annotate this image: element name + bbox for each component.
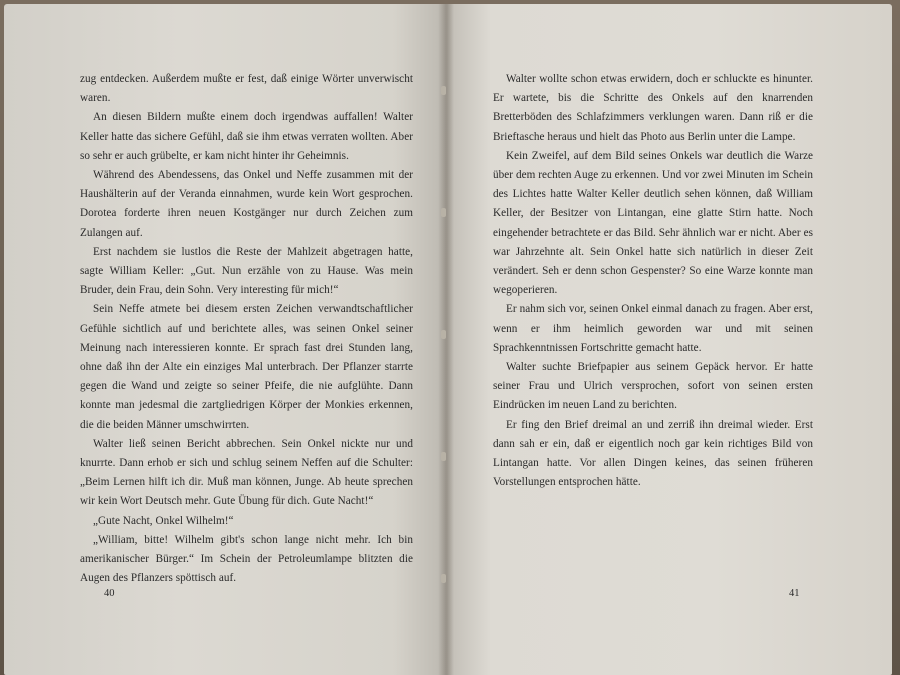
left-page xyxy=(4,4,446,675)
binding-stitch xyxy=(441,330,446,339)
page-number-right: 41 xyxy=(789,588,800,599)
page-number-left: 40 xyxy=(104,588,115,599)
paragraph: zug entdecken. Außerdem mußte er fest, daß einige Wörter unverwischt waren. xyxy=(80,73,413,105)
paragraph: Er nahm sich vor, seinen Onkel einmal danach zu fragen. Aber erst, wenn er ihm heimlich geworden war und mit seinen Sprachkenntnissen Fortschritte gemacht hatte. xyxy=(493,303,813,354)
paragraph: „Gute Nacht, Onkel Wilhelm!“ xyxy=(93,514,234,527)
paragraph: Sein Neffe atmete bei diesem ersten Zeichen verwandtschaftlicher Gefühle sichtlich auf und berichtete alles, was seinen Onkel seiner Meinung nach interessieren konnte. Er sprach fast drei Stunden lang, ohne daß ihn der Alte ein einziges Mal unterbrach. Der Pflanzer starrte gegen die Wand und zeigte so seiner Pfeife, die nie aufglühte. Dann konnte man jedesmal die zartgliedrigen Körper der Monkies erkennen, die die beiden Männer umschwirrten. xyxy=(80,303,413,431)
left-page-text xyxy=(80,70,413,588)
paragraph: Walter ließ seinen Bericht abbrechen. Sein Onkel nickte nur und knurrte. Dann erhob er sich und schlug seinem Neffen auf die Schulter: „Beim Lernen hilft ich dir. Muß man können, Junge. Ab heute sprechen wir kein Wort Deutsch mehr. Gute Übung für dich. Gute Nacht!“ xyxy=(80,437,413,508)
paragraph: Während des Abendessens, das Onkel und Neffe zusammen mit der Haushälterin auf der Veranda einnahmen, wurde kein Wort gesprochen. Dorotea forderte ihren neuen Kostgänger nur durch Zeichen zum Zulangen auf. xyxy=(80,169,413,239)
paragraph: Erst nachdem sie lustlos die Reste der Mahlzeit abgetragen hatte, sagte William Keller: „Gut. Nun erzähle von zu Hause. Was mein Bruder, dein Frau, dein Sohn. Very interesting für mich!“ xyxy=(80,245,413,297)
binding-stitch xyxy=(441,452,446,461)
paragraph: Walter wollte schon etwas erwidern, doch er schluckte es hinunter. Er wartete, bis die Schritte des Onkels auf den knarrenden Bretterböden des Schlafzimmers verklungen waren. Dann riß er die Brieftasche heraus und hielt das Photo aus Berlin unter die Lampe. xyxy=(493,73,813,143)
right-page-text xyxy=(493,70,813,492)
paragraph: Er fing den Brief dreimal an und zerriß ihn dreimal wieder. Erst dann sah er ein, daß er eigentlich noch gar kein richtiges Bild von Lintangan hatte. Vor allen Dingen keines, das seinen früheren Vorstellungen entsprochen hätte. xyxy=(493,418,813,489)
paragraph: An diesen Bildern mußte einem doch irgendwas auffallen! Walter Keller hatte das sichere Gefühl, daß sie ihm etwas verraten wollten. Aber so sehr er auch grübelte, er kam nicht hinter ihr Geheimnis. xyxy=(80,111,413,162)
right-page xyxy=(446,4,892,675)
paragraph: Kein Zweifel, auf dem Bild seines Onkels war deutlich die Warze über dem rechten Auge zu erkennen. Und vor zwei Minuten im Schein des Lichtes hatte Walter Keller deutlich sehen können, daß William Keller, der Besitzer von Lintangan, eine glatte Stirn hatte. Noch eingehender betrachtete er das Bild. Sehr ähnlich war er nicht. Aber es war Jahrzehnte alt. Sein Onkel hatte sich natürlich in dieser Zeit verändert. Seh er denn schon Gespenster? So eine Warze konnte man wegoperieren. xyxy=(493,149,813,297)
binding-stitch xyxy=(441,86,446,95)
paragraph: Walter suchte Briefpapier aus seinem Gepäck hervor. Er hatte seiner Frau und Ulrich versprochen, sofort von seinen ersten Eindrücken im neuen Land zu berichten. xyxy=(493,361,813,412)
binding-stitch xyxy=(441,574,446,583)
paragraph: „William, bitte! Wilhelm gibt's schon lange nicht mehr. Ich bin amerikanischer Bürger.“ Im Schein der Petroleumlampe blitzten die Augen des Pflanzers spöttisch auf. xyxy=(80,533,413,585)
binding-stitch xyxy=(441,208,446,217)
